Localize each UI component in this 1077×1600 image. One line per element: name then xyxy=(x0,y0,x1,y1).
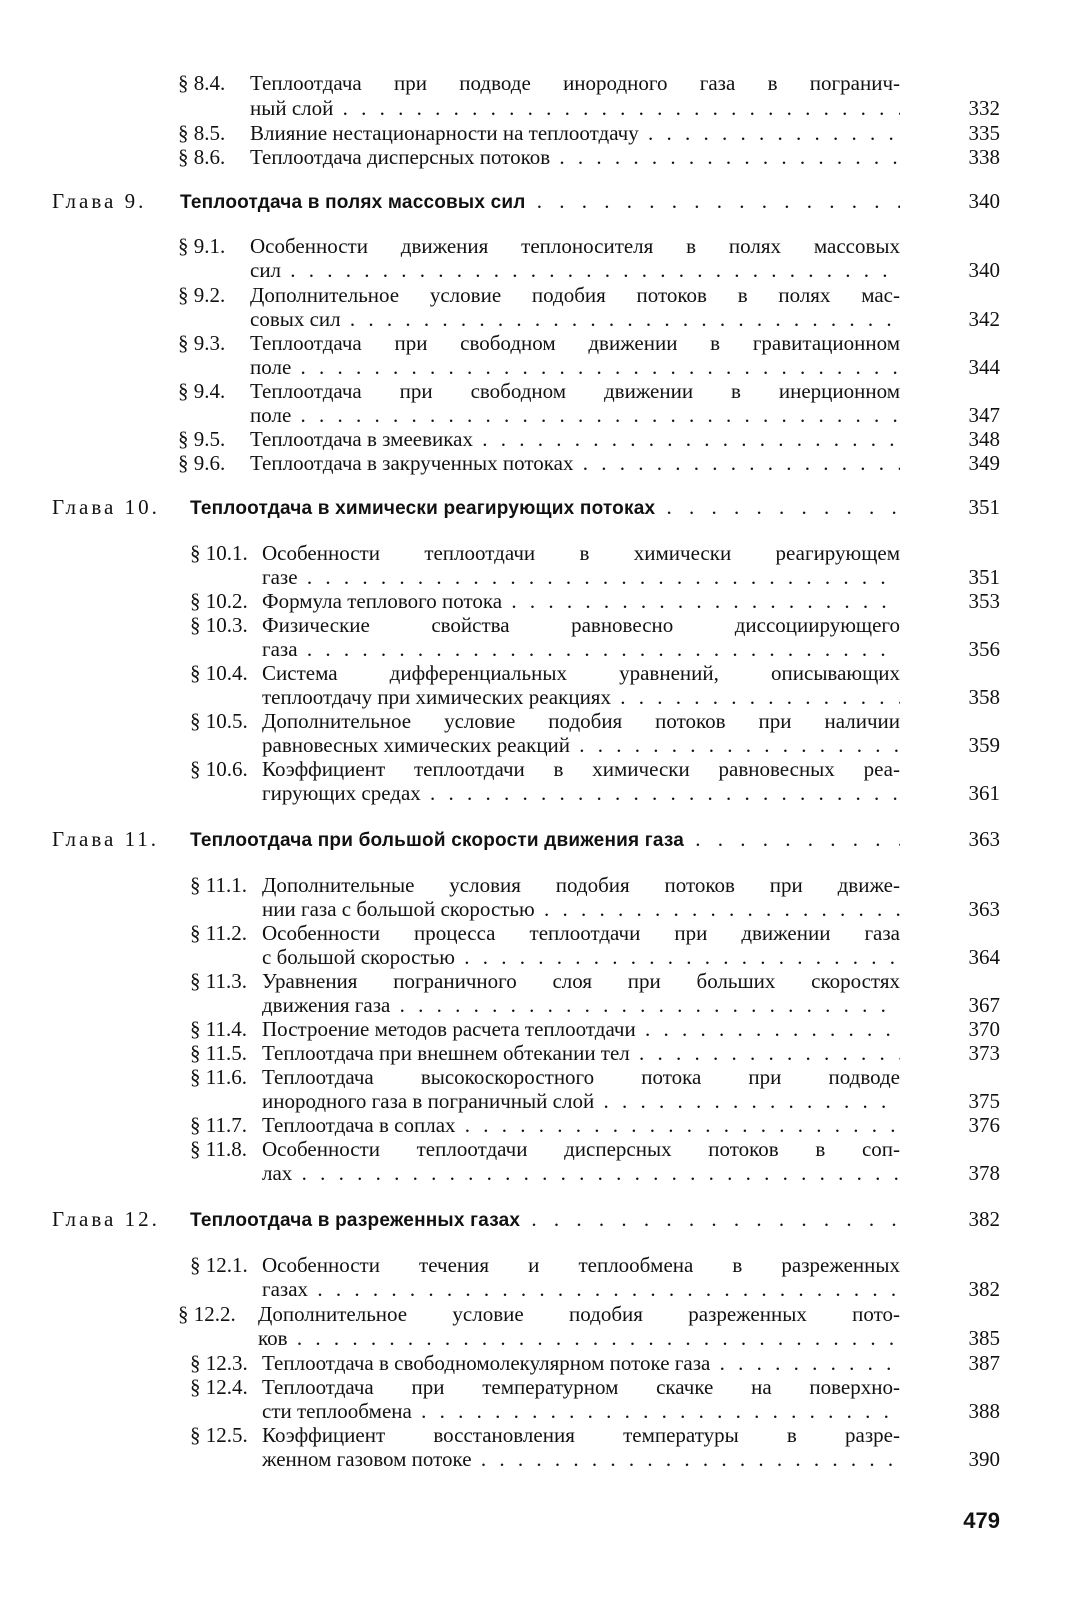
page-ref: 347 xyxy=(968,403,1000,427)
section-title: женном газовом потоке . . . xyxy=(262,1446,900,1472)
section-title: Теплоотдача дисперсных потоков . . . xyxy=(250,144,900,170)
section-label: § 11.4. xyxy=(190,1017,247,1041)
section-title: Теплоотдача при внешнем обтекании тел . . . xyxy=(262,1040,900,1066)
page-ref: 340 xyxy=(968,258,1000,282)
section-title: газах . . . xyxy=(262,1276,900,1302)
chapter-title: Теплоотдача в полях массовых сил . . . xyxy=(180,188,900,216)
section-title: Особенности течения и теплообмена в разреженных xyxy=(262,1253,900,1277)
page-ref: 385 xyxy=(968,1326,1000,1350)
section-title: движения газа . . . xyxy=(262,992,900,1018)
page-ref: 338 xyxy=(968,145,1000,169)
section-label: § 11.7. xyxy=(190,1113,247,1137)
section-label: § 10.2. xyxy=(190,589,248,613)
section-label: § 10.1. xyxy=(190,541,248,565)
page-ref: 361 xyxy=(968,781,1000,805)
section-title: совых сил . . . xyxy=(250,306,900,332)
page-ref: 356 xyxy=(968,637,1000,661)
section-title: Коэффициент восстановления температуры в разре- xyxy=(262,1423,900,1447)
chapter-label: Глава 11. xyxy=(52,827,160,851)
section-title: Теплоотдача при подводе инородного газа в погранич- xyxy=(250,71,900,95)
page-ref: 376 xyxy=(968,1113,1000,1137)
section-title: Дополнительное условие подобия разреженных пото- xyxy=(258,1302,900,1326)
page-ref: 390 xyxy=(968,1447,1000,1471)
section-label: § 12.5. xyxy=(190,1423,248,1447)
section-label: § 10.6. xyxy=(190,757,248,781)
section-title: Влияние нестационарности на теплоотдачу . . . xyxy=(250,120,900,146)
page-ref: 378 xyxy=(968,1161,1000,1185)
section-label: § 9.2. xyxy=(178,283,226,307)
page-ref: 382 xyxy=(968,1277,1000,1301)
page-ref: 351 xyxy=(968,565,1000,589)
page-ref: 382 xyxy=(968,1207,1000,1231)
section-title: сил . . . xyxy=(250,257,900,283)
section-title: гирующих средах . . . xyxy=(262,780,900,806)
page-ref: 342 xyxy=(968,307,1000,331)
page-ref: 348 xyxy=(968,427,1000,451)
section-label: § 9.3. xyxy=(178,331,226,355)
section-title: Теплоотдача в соплах . . . xyxy=(262,1112,900,1138)
section-label: § 11.5. xyxy=(190,1041,247,1065)
section-title: Теплоотдача при температурном скачке на поверхно- xyxy=(262,1375,900,1399)
section-label: § 10.4. xyxy=(190,661,248,685)
section-title: Коэффициент теплоотдачи в химически равновесных реа- xyxy=(262,757,900,781)
page-ref: 363 xyxy=(968,827,1000,851)
section-title: ков . . . xyxy=(258,1325,900,1351)
page-ref: 388 xyxy=(968,1399,1000,1423)
section-title: сти теплообмена . . . xyxy=(262,1398,900,1424)
page-ref: 340 xyxy=(968,189,1000,213)
section-label: § 9.5. xyxy=(178,427,226,451)
section-title: Дополнительное условие подобия потоков при наличии xyxy=(262,709,900,733)
section-title: Физические свойства равновесно диссоциирующего xyxy=(262,613,900,637)
section-label: § 8.5. xyxy=(178,121,226,145)
chapter-title: Теплоотдача при большой скорости движения газа . . . xyxy=(190,826,900,854)
section-title: Формула теплового потока . . . xyxy=(262,588,900,614)
page-ref: 349 xyxy=(968,451,1000,475)
page-ref: 387 xyxy=(968,1351,1000,1375)
section-title: Теплоотдача в змеевиках . . . xyxy=(250,426,900,452)
page-ref: 344 xyxy=(968,355,1000,379)
section-title: Теплоотдача при свободном движении в инерционном xyxy=(250,379,900,403)
section-label: § 11.8. xyxy=(190,1137,247,1161)
page-ref: 373 xyxy=(968,1041,1000,1065)
chapter-label: Глава 9. xyxy=(52,189,147,213)
chapter-title: Теплоотдача в химически реагирующих потоках . . . xyxy=(190,494,900,522)
page-ref: 370 xyxy=(968,1017,1000,1041)
page-ref: 363 xyxy=(968,897,1000,921)
section-title: поле . . . xyxy=(250,354,900,380)
section-title: Теплоотдача при свободном движении в гравитационном xyxy=(250,331,900,355)
section-label: § 12.3. xyxy=(190,1351,248,1375)
page-ref: 359 xyxy=(968,733,1000,757)
page-number: 479 xyxy=(963,1508,1000,1533)
section-label: § 9.4. xyxy=(178,379,226,403)
page-ref: 332 xyxy=(968,96,1000,120)
section-label: § 9.1. xyxy=(178,234,226,258)
section-title: газе . . . xyxy=(262,564,900,590)
page-ref: 367 xyxy=(968,993,1000,1017)
section-title: ный слой . . . xyxy=(250,95,900,121)
section-title: инородного газа в пограничный слой . . . xyxy=(262,1088,900,1114)
section-title: нии газа с большой скоростью . . . xyxy=(262,896,900,922)
section-title: равновесных химических реакций . . . xyxy=(262,732,900,758)
section-title: Построение методов расчета теплоотдачи . . . xyxy=(262,1016,900,1042)
section-title: Система дифференциальных уравнений, описывающих xyxy=(262,661,900,685)
section-label: § 10.5. xyxy=(190,709,248,733)
section-label: § 12.4. xyxy=(190,1375,248,1399)
section-label: § 11.2. xyxy=(190,921,247,945)
section-label: § 12.2. xyxy=(178,1302,236,1326)
page-ref: 375 xyxy=(968,1089,1000,1113)
section-title: Особенности теплоотдачи дисперсных потоков в соп- xyxy=(262,1137,900,1161)
page-ref: 358 xyxy=(968,685,1000,709)
section-label: § 11.1. xyxy=(190,873,247,897)
section-title: Особенности движения теплоносителя в полях массовых xyxy=(250,234,900,258)
section-label: § 8.6. xyxy=(178,145,226,169)
section-label: § 10.3. xyxy=(190,613,248,637)
section-title: Теплоотдача в закрученных потоках . . . xyxy=(250,450,900,476)
section-title: лах . . . xyxy=(262,1160,900,1186)
section-label: § 11.6. xyxy=(190,1065,247,1089)
chapter-title: Теплоотдача в разреженных газах . . . xyxy=(190,1206,900,1234)
section-title: с большой скоростью . . . xyxy=(262,944,900,970)
section-label: § 9.6. xyxy=(178,451,226,475)
page-ref: 364 xyxy=(968,945,1000,969)
section-title: Особенности процесса теплоотдачи при движении газа xyxy=(262,921,900,945)
chapter-label: Глава 12. xyxy=(52,1207,160,1231)
section-title: теплоотдачу при химических реакциях . . . xyxy=(262,684,900,710)
section-title: Теплоотдача высокоскоростного потока при подводе xyxy=(262,1065,900,1089)
page-ref: 353 xyxy=(968,589,1000,613)
page-ref: 335 xyxy=(968,121,1000,145)
page-ref: 351 xyxy=(968,495,1000,519)
section-title: Дополнительное условие подобия потоков в полях мас- xyxy=(250,283,900,307)
section-title: Особенности теплоотдачи в химически реагирующем xyxy=(262,541,900,565)
section-title: поле . . . xyxy=(250,402,900,428)
section-label: § 8.4. xyxy=(178,71,226,95)
section-title: Уравнения пограничного слоя при больших скоростях xyxy=(262,969,900,993)
section-title: Дополнительные условия подобия потоков при движе- xyxy=(262,873,900,897)
chapter-label: Глава 10. xyxy=(52,495,160,519)
section-label: § 11.3. xyxy=(190,969,247,993)
section-title: Теплоотдача в свободномолекулярном потоке газа . . . xyxy=(262,1350,900,1376)
section-title: газа . . . xyxy=(262,636,900,662)
section-label: § 12.1. xyxy=(190,1253,248,1277)
